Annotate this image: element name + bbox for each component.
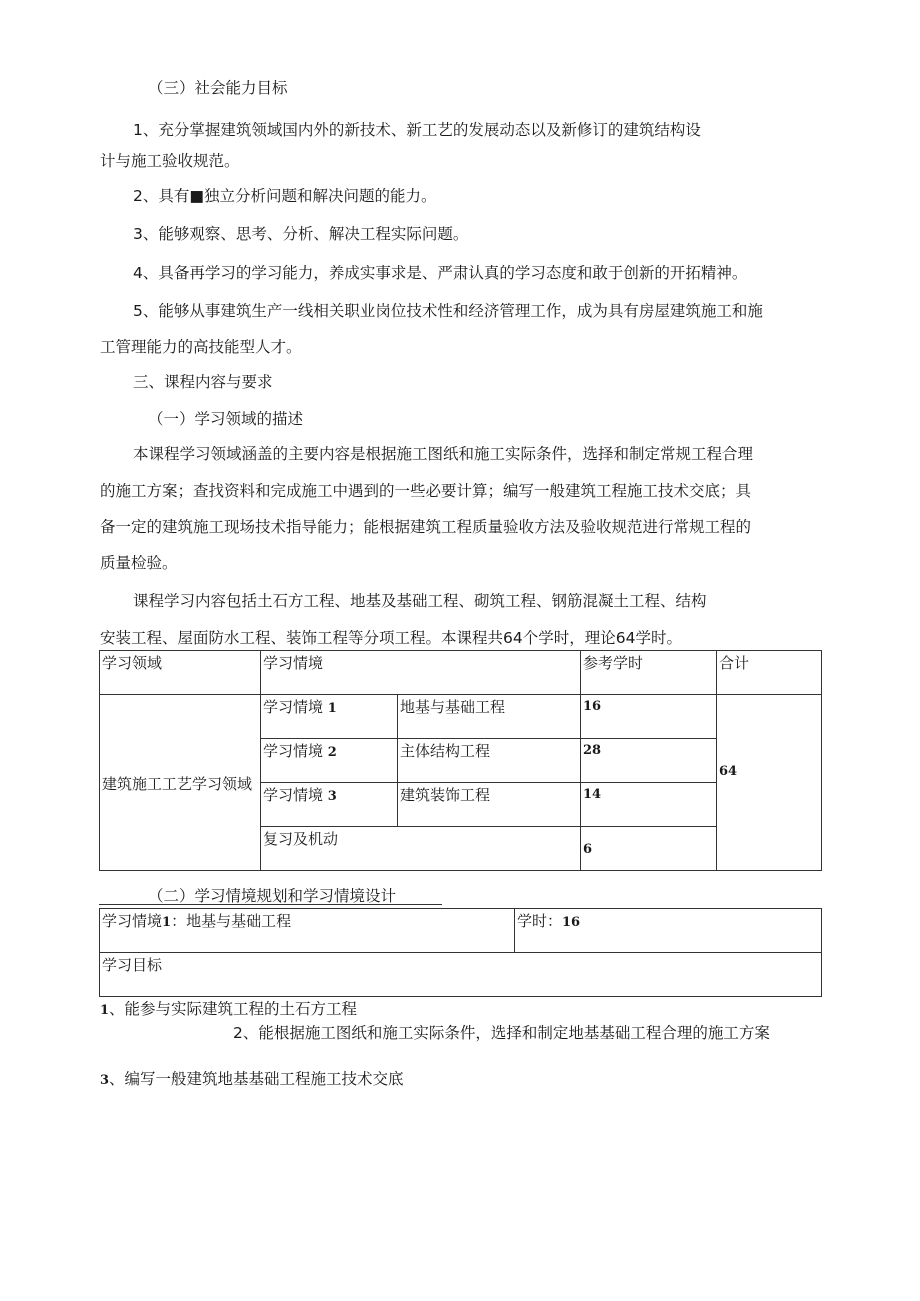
content-line-1: 课程学习内容包括土石方工程、地基及基础工程、砌筑工程、钢筋混凝土工程、结构 xyxy=(133,592,707,610)
hours-label: 学时： xyxy=(517,912,563,930)
situation-2-label-cell xyxy=(261,739,398,783)
situation-3-hours: 14 xyxy=(581,783,717,827)
situation-title-label: 学习情境 xyxy=(102,912,163,930)
header-reference-hours: 参考学时 xyxy=(581,651,717,695)
review-hours: 6 xyxy=(581,827,717,871)
situation-2-content: 主体结构工程 xyxy=(398,739,581,783)
situation-1-label-cell xyxy=(261,695,398,739)
goal-item-3: 3、能够观察、思考、分析、解决工程实际问题。 xyxy=(133,225,469,243)
total-hours: 64 xyxy=(717,695,822,871)
subsection-2-heading: （二）学习情境规划和学习情境设计 xyxy=(148,887,397,905)
learning-goal-2: 2、能根据施工图纸和施工实际条件，选择和制定地基基础工程合理的施工方案 xyxy=(233,1024,770,1042)
situation-title-cell xyxy=(100,909,515,953)
domain-name: 建筑施工工艺学习领域 xyxy=(102,774,253,793)
situation-hours-cell xyxy=(515,909,822,953)
situation-number: 2 xyxy=(327,745,337,760)
goal-1-text: 、能参与实际建筑工程的土石方工程 xyxy=(109,1000,358,1018)
description-line-3: 备一定的建筑施工现场技术指导能力；能根据建筑工程质量验收方法及验收规范进行常规工程的 xyxy=(100,518,752,536)
situation-label: 学习情境 xyxy=(263,742,324,760)
heading-underline xyxy=(99,904,442,905)
review-label: 复习及机动 xyxy=(261,827,581,871)
situation-label: 学习情境 xyxy=(263,698,324,716)
situation-1-content: 地基与基础工程 xyxy=(398,695,581,739)
goal-item-1-line-2: 计与施工验收规范。 xyxy=(100,152,240,170)
social-goals-heading: （三）社会能力目标 xyxy=(148,79,288,97)
goal-item-5-line-2: 工管理能力的高技能型人才。 xyxy=(100,338,302,356)
learning-goal-1 xyxy=(100,999,357,1021)
header-total: 合计 xyxy=(717,651,822,695)
goal-item-5-line-1: 5、能够从事建筑生产一线相关职业岗位技术性和经济管理工作，成为具有房屋建筑施工和施 xyxy=(133,302,763,320)
goal-3-number: 3 xyxy=(100,1073,110,1088)
description-line-2: 的施工方案；查找资料和完成施工中遇到的一些必要计算；编写一般建筑工程施工技术交底；具 xyxy=(100,482,752,500)
goal-item-4: 4、具备再学习的学习能力，养成实事求是、严肃认真的学习态度和敢于创新的开拓精神。 xyxy=(133,264,748,282)
learning-goal-3 xyxy=(100,1069,404,1091)
goal-item-2: 2、具有■独立分析问题和解决问题的能力。 xyxy=(133,187,437,205)
situation-3-label-cell xyxy=(261,783,398,827)
domain-name-cell xyxy=(100,695,261,871)
section-3-heading: 三、课程内容与要求 xyxy=(133,373,273,391)
description-line-4: 质量检验。 xyxy=(100,554,178,572)
hours-value: 16 xyxy=(562,915,581,930)
learning-goal-label: 学习目标 xyxy=(100,953,822,997)
situation-3-content: 建筑装饰工程 xyxy=(398,783,581,827)
goal-1-number: 1 xyxy=(100,1003,110,1018)
goal-3-text: 、编写一般建筑地基基础工程施工技术交底 xyxy=(109,1070,404,1088)
situation-title-number: 1 xyxy=(162,915,172,930)
situation-number: 1 xyxy=(327,701,337,716)
header-learning-situation: 学习情境 xyxy=(261,651,581,695)
situation-label: 学习情境 xyxy=(263,786,324,804)
situation-title-text: ：地基与基础工程 xyxy=(171,912,292,930)
goal-item-1-line-1: 1、充分掌握建筑领域国内外的新技术、新工艺的发展动态以及新修订的建筑结构设 xyxy=(133,121,701,139)
situation-number: 3 xyxy=(327,789,337,804)
situation-2-hours: 28 xyxy=(581,739,717,783)
learning-domain-table xyxy=(99,650,822,871)
situation-design-table xyxy=(99,908,822,997)
situation-1-hours: 16 xyxy=(581,695,717,739)
header-learning-domain: 学习领域 xyxy=(100,651,261,695)
subsection-1-heading: （一）学习领域的描述 xyxy=(148,410,304,428)
description-line-1: 本课程学习领域涵盖的主要内容是根据施工图纸和施工实际条件，选择和制定常规工程合理 xyxy=(133,445,754,463)
content-line-2: 安装工程、屋面防水工程、装饰工程等分项工程。本课程共64个学时，理论64学时。 xyxy=(100,629,682,647)
